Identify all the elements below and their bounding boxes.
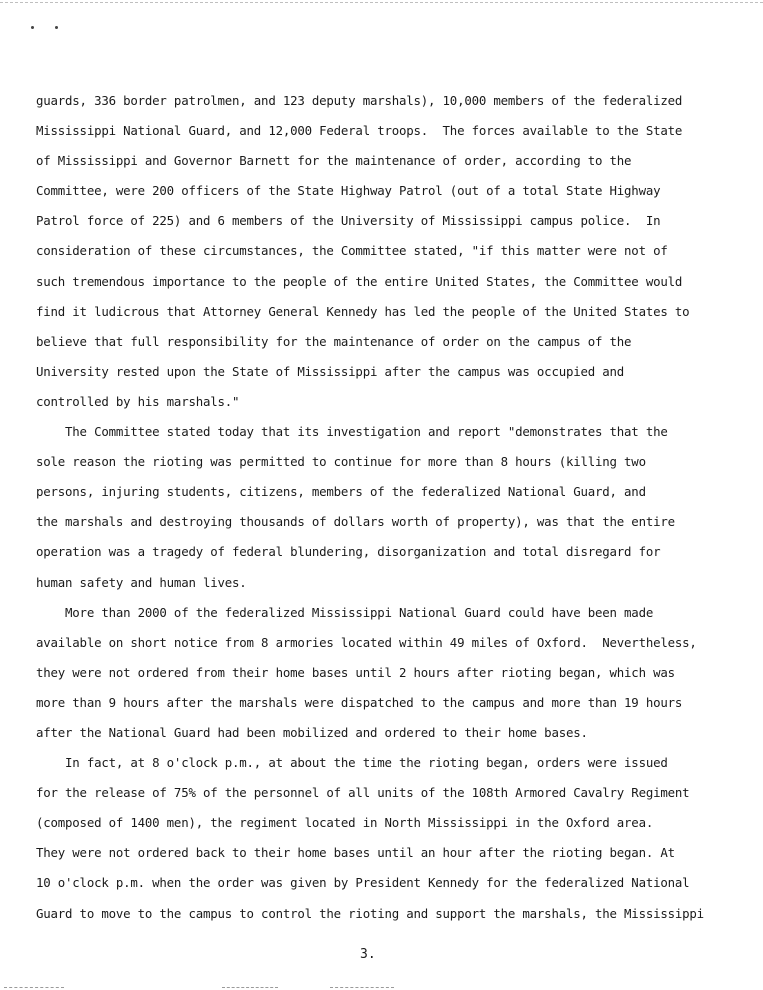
scan-top-edge (0, 2, 763, 3)
text-line: controlled by his marshals." (36, 393, 240, 409)
text-line: the marshals and destroying thousands of dollars worth of property), was that the entire (36, 514, 675, 530)
scan-bottom-mark (330, 987, 394, 988)
text-line: persons, injuring students, citizens, members of the federalized National Guard, and (36, 484, 646, 500)
text-line: more than 9 hours after the marshals were dispatched to the campus and more than 19 hours (36, 694, 683, 710)
text-line: human safety and human lives. (36, 574, 247, 590)
text-line: such tremendous importance to the people of the entire United States, the Committee would (36, 273, 683, 289)
text-line: they were not ordered from their home bases until 2 hours after rioting began, which was (36, 664, 675, 680)
text-line: sole reason the rioting was permitted to continue for more than 8 hours (killing two (36, 454, 646, 470)
text-line: Patrol force of 225) and 6 members of the University of Mississippi campus police. In (36, 213, 661, 229)
text-line: operation was a tragedy of federal blundering, disorganization and total disregard for (36, 544, 661, 560)
text-line: The Committee stated today that its investigation and report "demonstrates that the (36, 424, 668, 440)
text-line: More than 2000 of the federalized Mississippi National Guard could have been made (36, 604, 654, 620)
page-number: 3. (360, 947, 376, 962)
scan-speck (55, 26, 58, 29)
document-body (36, 86, 726, 929)
text-line: 10 o'clock p.m. when the order was given by President Kennedy for the federalized National (36, 875, 690, 891)
text-line: for the release of 75% of the personnel of all units of the 108th Armored Cavalry Regiment (36, 785, 690, 801)
text-line: (composed of 1400 men), the regiment located in North Mississippi in the Oxford area. (36, 815, 654, 831)
text-line: In fact, at 8 o'clock p.m., at about the time the rioting began, orders were issued (36, 755, 668, 771)
scan-speck (31, 26, 34, 29)
text-line: Mississippi National Guard, and 12,000 Federal troops. The forces available to the State (36, 123, 683, 139)
text-line: They were not ordered back to their home bases until an hour after the rioting began. At (36, 845, 675, 861)
scan-bottom-mark (222, 987, 278, 988)
text-line: believe that full responsibility for the maintenance of order on the campus of the (36, 333, 632, 349)
text-line: Committee, were 200 officers of the State Highway Patrol (out of a total State Highway (36, 183, 661, 199)
text-line: University rested upon the State of Mississippi after the campus was occupied and (36, 363, 625, 379)
text-line: available on short notice from 8 armories located within 49 miles of Oxford. Nevertheless, (36, 634, 697, 650)
scan-bottom-mark (4, 987, 64, 988)
text-line: after the National Guard had been mobilized and ordered to their home bases. (36, 724, 588, 740)
text-line: Guard to move to the campus to control the rioting and support the marshals, the Mississippi (36, 905, 704, 921)
text-line: find it ludicrous that Attorney General Kennedy has led the people of the United States to (36, 303, 690, 319)
text-line: guards, 336 border patrolmen, and 123 deputy marshals), 10,000 members of the federalized (36, 93, 683, 108)
text-line: of Mississippi and Governor Barnett for the maintenance of order, according to the (36, 153, 632, 169)
text-line: consideration of these circumstances, the Committee stated, "if this matter were not of (36, 243, 668, 259)
